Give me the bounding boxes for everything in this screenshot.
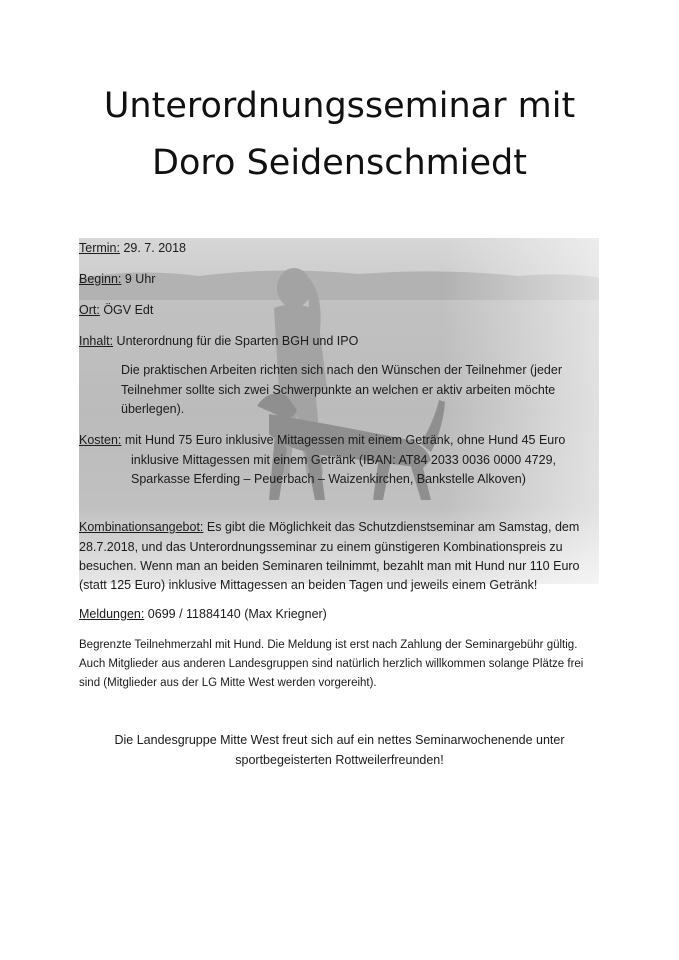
kombi-label: Kombinationsangebot: [79,520,204,534]
kombi-line-2: 28.7.2018, und das Unterordnungsseminar zu einem günstigeren Kombinationspreis zu [79,540,563,554]
inhalt-label: Inhalt: [79,334,114,348]
closing-line-1: Die Landesgruppe Mitte West freut sich auf ein nettes Seminarwochenende unter [114,733,565,747]
termin-line [79,239,186,258]
beginn-line [79,270,155,289]
kombi-value-1: Es gibt die Möglichkeit das Schutzdienstseminar am Samstag, dem [203,520,580,534]
kosten-line-2: inklusive Mittagessen mit einem Getränk (IBAN: AT84 2033 0036 0000 4729, [131,453,557,467]
page-title-line-2: Doro Seidenschmiedt [152,143,527,183]
kombi-line-3: besuchen. Wenn man an beiden Seminaren teilnimmt, bezahlt man mit Hund nur 110 Euro [79,559,580,573]
closing-line-2: sportbegeisterten Rottweilerfreunden! [235,753,444,767]
beginn-label: Beginn: [79,272,122,286]
meldungen-line [79,605,327,624]
hinweis-line-2: Auch Mitglieder aus anderen Landesgruppen sind natürlich herzlich willkommen solange Plätze frei [79,658,584,670]
kombi-line-4: (statt 125 Euro) inklusive Mittagessen an beiden Tagen und jeweils einem Getränk! [79,578,538,592]
page-title-line-1: Unterordnungsseminar mit [103,86,576,126]
inhalt-line [79,332,358,351]
meldungen-value: 0699 / 11884140 (Max Kriegner) [144,607,327,621]
ort-value: ÖGV Edt [99,303,154,317]
inhalt-detail-line-2: Teilnehmer sollte sich zwei Schwerpunkte an welchen er aktiv arbeiten möchte [121,383,556,397]
kosten-line-1 [79,431,565,450]
kosten-value-1: mit Hund 75 Euro inklusive Mittagessen mit einem Getränk, ohne Hund 45 Euro [121,433,566,447]
inhalt-detail-line-3: überlegen). [121,402,185,416]
kosten-line-3: Sparkasse Eferding – Peuerbach – Waizenkirchen, Bankstelle Alkoven) [131,472,526,486]
ort-line [79,301,153,320]
ort-label: Ort: [79,303,100,317]
kombi-line-1 [79,518,579,537]
kosten-label: Kosten: [79,433,122,447]
inhalt-value: Unterordnung für die Sparten BGH und IPO [113,334,359,348]
termin-label: Termin: [79,241,120,255]
hinweis-line-1: Begrenzte Teilnehmerzahl mit Hund. Die Meldung ist erst nach Zahlung der Seminargebühr gültig. [79,639,578,651]
hinweis-line-3: sind (Mitglieder aus der LG Mitte West werden vorgereiht). [79,677,377,689]
meldungen-label: Meldungen: [79,607,145,621]
inhalt-detail-line-1: Die praktischen Arbeiten richten sich nach den Wünschen der Teilnehmer (jeder [121,363,562,377]
termin-value: 29. 7. 2018 [119,241,187,255]
beginn-value: 9 Uhr [121,272,156,286]
